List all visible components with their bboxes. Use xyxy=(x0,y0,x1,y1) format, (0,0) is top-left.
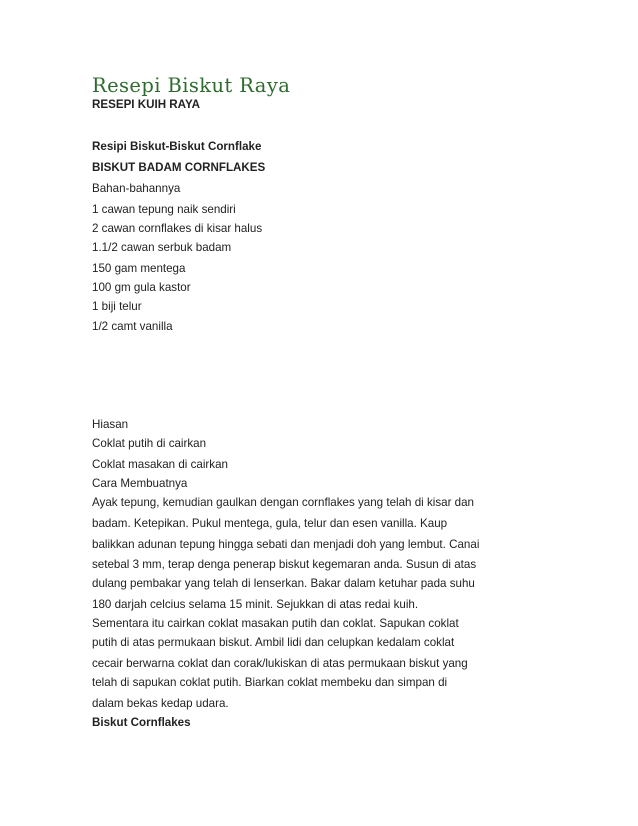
ingredient-item: 1.1/2 cawan serbuk badam xyxy=(92,241,232,254)
method-line: balikkan adunan tepung hingga sebati dan menjadi doh yang lembut. Canai xyxy=(92,538,480,551)
ingredient-item: 1/2 camt vanilla xyxy=(92,320,173,333)
method-line: dalam bekas kedap udara. xyxy=(92,697,229,710)
method-line: dulang pembakar yang telah di lenserkan. Bakar dalam ketuhar pada suhu xyxy=(92,577,475,590)
ingredients-heading: Bahan-bahannya xyxy=(92,182,181,195)
method-line: telah di sapukan coklat putih. Biarkan coklat membeku dan simpan di xyxy=(92,676,448,689)
subtitle: RESEPI KUIH RAYA xyxy=(92,98,201,111)
ingredient-item: 1 cawan tepung naik sendiri xyxy=(92,203,236,216)
method-line: setebal 3 mm, terap denga penerap biskut kegemaran anda. Susun di atas xyxy=(92,558,477,571)
method-heading: Cara Membuatnya xyxy=(92,477,188,490)
garnish-item: Coklat putih di cairkan xyxy=(92,437,207,450)
recipe-name: BISKUT BADAM CORNFLAKES xyxy=(92,161,266,174)
method-line: Sementara itu cairkan coklat masakan putih dan coklat. Sapukan coklat xyxy=(92,617,459,630)
ingredient-item: 2 cawan cornflakes di kisar halus xyxy=(92,222,263,235)
method-line: 180 darjah celcius selama 15 minit. Sejukkan di atas redai kuih. xyxy=(92,598,419,611)
next-section-heading: Biskut Cornflakes xyxy=(92,716,191,729)
page-title: Resepi Biskut Raya xyxy=(92,74,291,97)
garnish-heading: Hiasan xyxy=(92,418,129,431)
section-heading: Resipi Biskut-Biskut Cornflake xyxy=(92,140,262,153)
method-line: putih di atas permukaan biskut. Ambil lidi dan celupkan kedalam coklat xyxy=(92,636,455,649)
ingredient-item: 150 gam mentega xyxy=(92,262,186,275)
method-line: cecair berwarna coklat dan corak/lukiskan di atas permukaan biskut yang xyxy=(92,657,468,670)
ingredient-item: 100 gm gula kastor xyxy=(92,281,191,294)
method-line: badam. Ketepikan. Pukul mentega, gula, telur dan esen vanilla. Kaup xyxy=(92,517,448,530)
method-line: Ayak tepung, kemudian gaulkan dengan cornflakes yang telah di kisar dan xyxy=(92,496,474,509)
garnish-item: Coklat masakan di cairkan xyxy=(92,458,228,471)
ingredient-item: 1 biji telur xyxy=(92,300,142,313)
